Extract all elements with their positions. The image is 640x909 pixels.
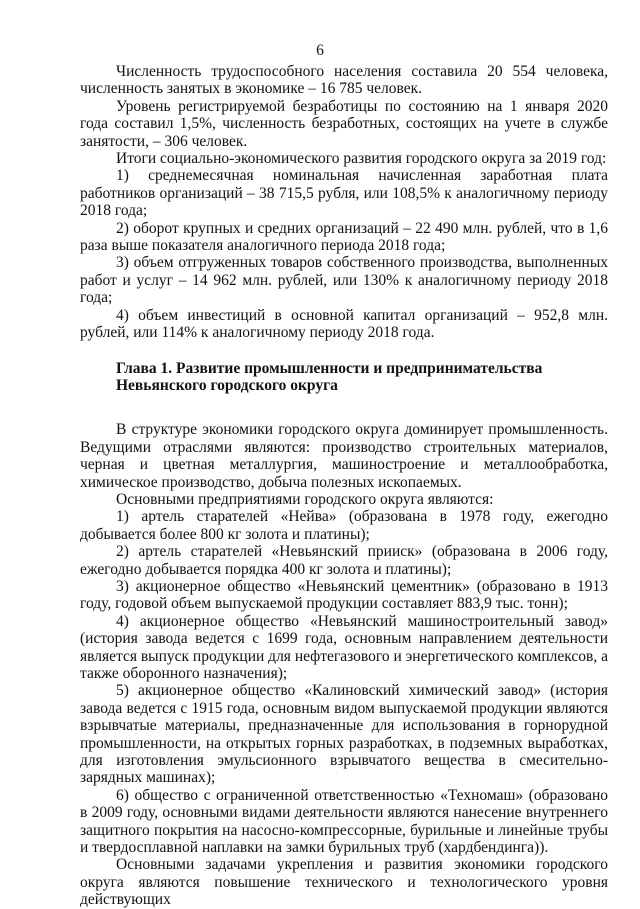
paragraph-unemployment: Уровень регистрируемой безработицы по состоянию на 1 января 2020 года составил 1,5%, численность безработных, состоящих на учете в службе занятости, – 306 человек. bbox=[80, 97, 608, 150]
chapter-title-line-2: Невьянского городского округа bbox=[116, 376, 338, 394]
chapter-title-line-1: Глава 1. Развитие промышленности и предпринимательства bbox=[116, 359, 543, 377]
spacer bbox=[80, 394, 608, 421]
list-item-turnover: 2) оборот крупных и средних организаций – 22 490 млн. рублей, что в 1,6 раза выше показателя аналогичного периода 2018 года; bbox=[80, 219, 608, 255]
list-item-chemical-plant: 5) акционерное общество «Калиновский химический завод» (история завода ведется с 1915 года, основным видом выпускаемой продукции являются взрывчатые материалы, предназначенные для использования в горнорудной промышленности, на открытых горных разработках, в подземных выработках, для изготовления эмульсионного взрывчатого вещества в смесительно-зарядных машинах); bbox=[80, 682, 608, 787]
list-item-cementnik: 3) акционерное общество «Невьянский цементник» (образовано в 1913 году, годовой объем выпускаемой продукции составляет 883,9 тыс. тонн); bbox=[80, 577, 608, 613]
paragraph-economy-structure: В структуре экономики городского округа доминирует промышленность. Ведущими отраслями являются: производство строительных материалов, черная и цветная металлургия, машиностроение и металлообработка, химическое производство, добыча полезных ископаемых. bbox=[80, 421, 608, 491]
paragraph-main-tasks: Основными задачами укрепления и развития экономики городского округа являются повышение технического и технологического уровня действующих bbox=[80, 856, 608, 909]
list-item-nevyansky-priisk: 2) артель старателей «Невьянский прииск» (образована в 2006 году, ежегодно добывается порядка 400 кг золота и платины); bbox=[80, 543, 608, 578]
document-body bbox=[80, 63, 608, 909]
list-item-investments: 4) объем инвестиций в основной капитал организаций – 952,8 млн. рублей, или 114% к аналогичному периоду 2018 года. bbox=[80, 306, 608, 342]
list-item-salary: 1) среднемесячная номинальная начисленная заработная плата работников организаций – 38 715,5 рубля, или 108,5% к аналогичному периоду 2018 года; bbox=[80, 167, 608, 220]
paragraph-results-intro: Итоги социально-экономического развития городского округа за 2019 год: bbox=[116, 150, 607, 168]
list-item-shipped-goods: 3) объем отгруженных товаров собственного производства, выполненных работ и услуг – 14 962 млн. рублей, или 130% к аналогичному периоду 2018 года; bbox=[80, 254, 608, 307]
paragraph-main-enterprises: Основными предприятиями городского округа являются: bbox=[116, 490, 494, 508]
page-number: 6 bbox=[316, 42, 324, 59]
list-item-machine-plant: 4) акционерное общество «Невьянский машиностроительный завод» (история завода ведется с 1699 года, основным направлением деятельности является выпуск продукции для нефтегазового и энергетического комплексов, а также оборонного назначения); bbox=[80, 612, 608, 682]
spacer bbox=[80, 342, 608, 360]
paragraph-labor-force: Численность трудоспособного населения составила 20 554 человека, численность занятых в экономике – 16 785 человек. bbox=[80, 63, 608, 98]
list-item-neyva: 1) артель старателей «Нейва» (образована в 1978 году, ежегодно добывается более 800 кг золота и платины); bbox=[80, 508, 608, 543]
list-item-technomash: 6) общество с ограниченной ответственностью «Техномаш» (образовано в 2009 году, основными видами деятельности являются нанесение внутреннего защитного покрытия на насосно-компрессорные, бурильные и линейные трубы и твердосплавной наплавки на замки бурильных труб (хардбендинга)). bbox=[80, 786, 608, 857]
